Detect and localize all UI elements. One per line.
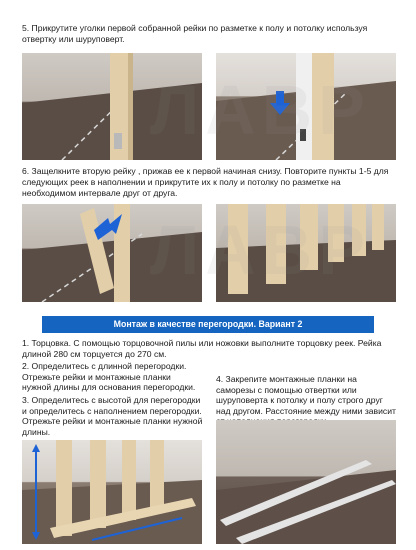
variant2-item-4: 4. Закрепите монтажные планки на саморезы с помощью отвертки или шуруповерта к потолку и полу строго друг над другом. Расстояние между ними зависит [216,374,396,416]
step-5-photo-right [216,53,396,160]
step-6-photo-right [216,204,396,302]
mounting-strips-photo [216,420,396,544]
step-5-photo-left [22,53,202,160]
step-5-text: 5. Прикрутите уголки первой собранной рейки по разметке к полу и потолку используя отвертку или шуруповерт. [22,23,368,44]
partition-frame-photo [22,440,202,544]
variant2-item-2: 2. Определитесь с длинной перегородки. Отрежьте рейки и монтажные планки нужной длины для основания перегородки. [22,361,196,393]
step-6-photo-left [22,204,202,302]
variant2-item-1: 1. Торцовка. С помощью торцовочной пилы или ножовки выполните торцовку реек. Рейка длиной 280 см торцуется до 270 см. [22,338,382,359]
section-banner: Монтаж в качестве перегородки. Вариант 2 [42,316,374,333]
step-6-text: 6. Защелкните вторую рейку , прижав ее к первой начиная снизу. Повторите пункты 1-5 для следующих реек в наполнении и прикрутите их к полу и потолку по разметке на необходимом интервале друг от друга. [22,166,389,198]
variant2-item-3: 3. Определитесь с высотой для перегородки и определитесь с наполнением перегородки. Отрежьте рейки и монтажные планки нужной длины. [22,395,203,437]
